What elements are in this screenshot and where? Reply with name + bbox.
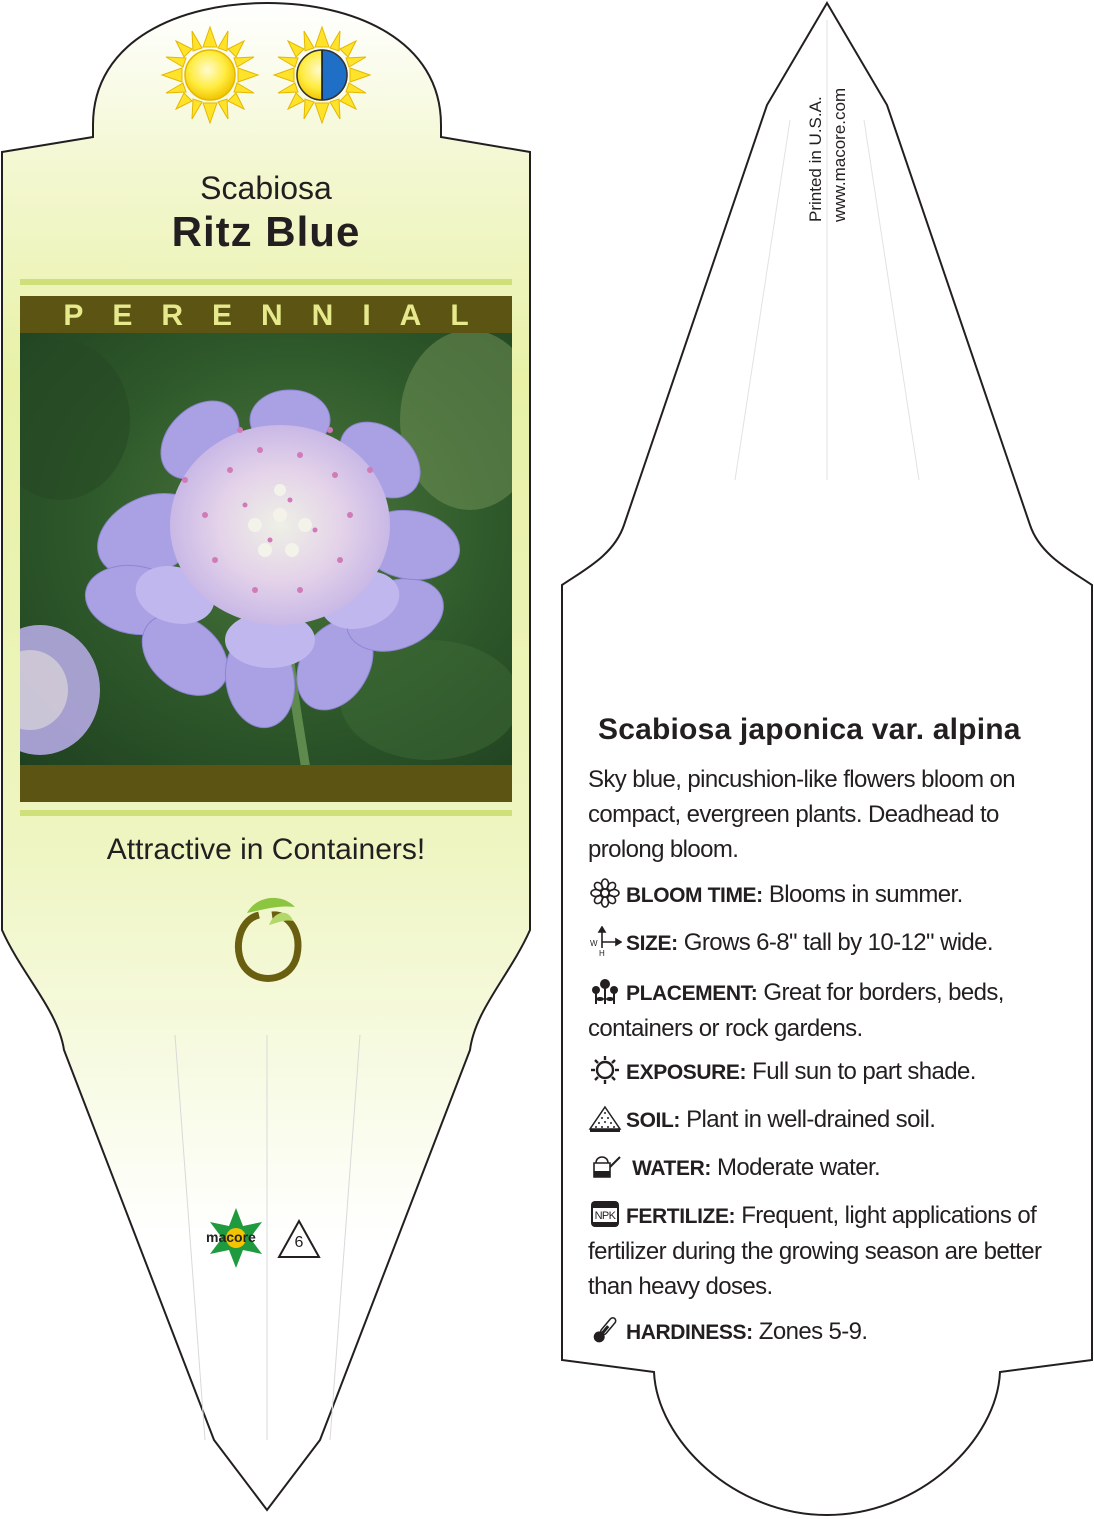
brand-name: macore	[206, 1229, 256, 1245]
svg-text:W: W	[590, 939, 597, 948]
description: Sky blue, pincushion-like flowers bloom on compact, evergreen plants. Deadhead to prolong bloom.	[588, 766, 1016, 863]
size-arrows-icon	[588, 926, 622, 956]
genus-name: Scabiosa	[200, 170, 332, 206]
attr-placement: PLACEMENT: Great for borders, beds, containers or rock gardens.	[588, 975, 1058, 1046]
tagline: Attractive in Containers!	[106, 833, 426, 866]
attr-soil: SOIL: Plant in well-drained soil.	[588, 1102, 1058, 1138]
species-name: Scabiosa japonica var. alpina	[598, 713, 1021, 746]
attr-size: W H SIZE: Grows 6-8" tall by 10-12" wide.	[588, 925, 1058, 961]
full-sun-icon	[162, 27, 258, 123]
category-label: PERENNIAL	[63, 299, 498, 332]
thermometer-icon	[588, 1315, 622, 1345]
scabiosa-flower-photo	[0, 330, 540, 770]
cultivar-name: Ritz Blue	[171, 208, 361, 255]
svg-text:NPK: NPK	[594, 1210, 616, 1222]
part-shade-icon	[274, 27, 370, 123]
printed-note: Printed in U.S.A.	[806, 96, 825, 222]
attr-exposure: EXPOSURE: Full sun to part shade.	[588, 1054, 1058, 1090]
npk-icon	[588, 1199, 622, 1229]
attr-bloom-time: BLOOM TIME: Blooms in summer.	[588, 877, 1058, 913]
soil-icon	[588, 1103, 622, 1133]
attr-hardiness: HARDINESS: Zones 5-9.	[588, 1314, 1058, 1350]
sun-outline-icon	[588, 1055, 622, 1085]
svg-text:H: H	[599, 949, 605, 956]
flower-icon	[588, 878, 622, 908]
recycle-code: 6	[294, 1234, 304, 1251]
website-note: www.macore.com	[830, 87, 849, 222]
attr-water: WATER: Moderate water.	[588, 1150, 1058, 1186]
attr-fertilize: NPK FERTILIZE: Frequent, light applications of fertilizer during the growing season are better than heavy doses.	[588, 1198, 1058, 1304]
lower-band	[20, 764, 512, 802]
watering-can-icon	[588, 1151, 622, 1181]
plants-icon	[588, 976, 622, 1006]
